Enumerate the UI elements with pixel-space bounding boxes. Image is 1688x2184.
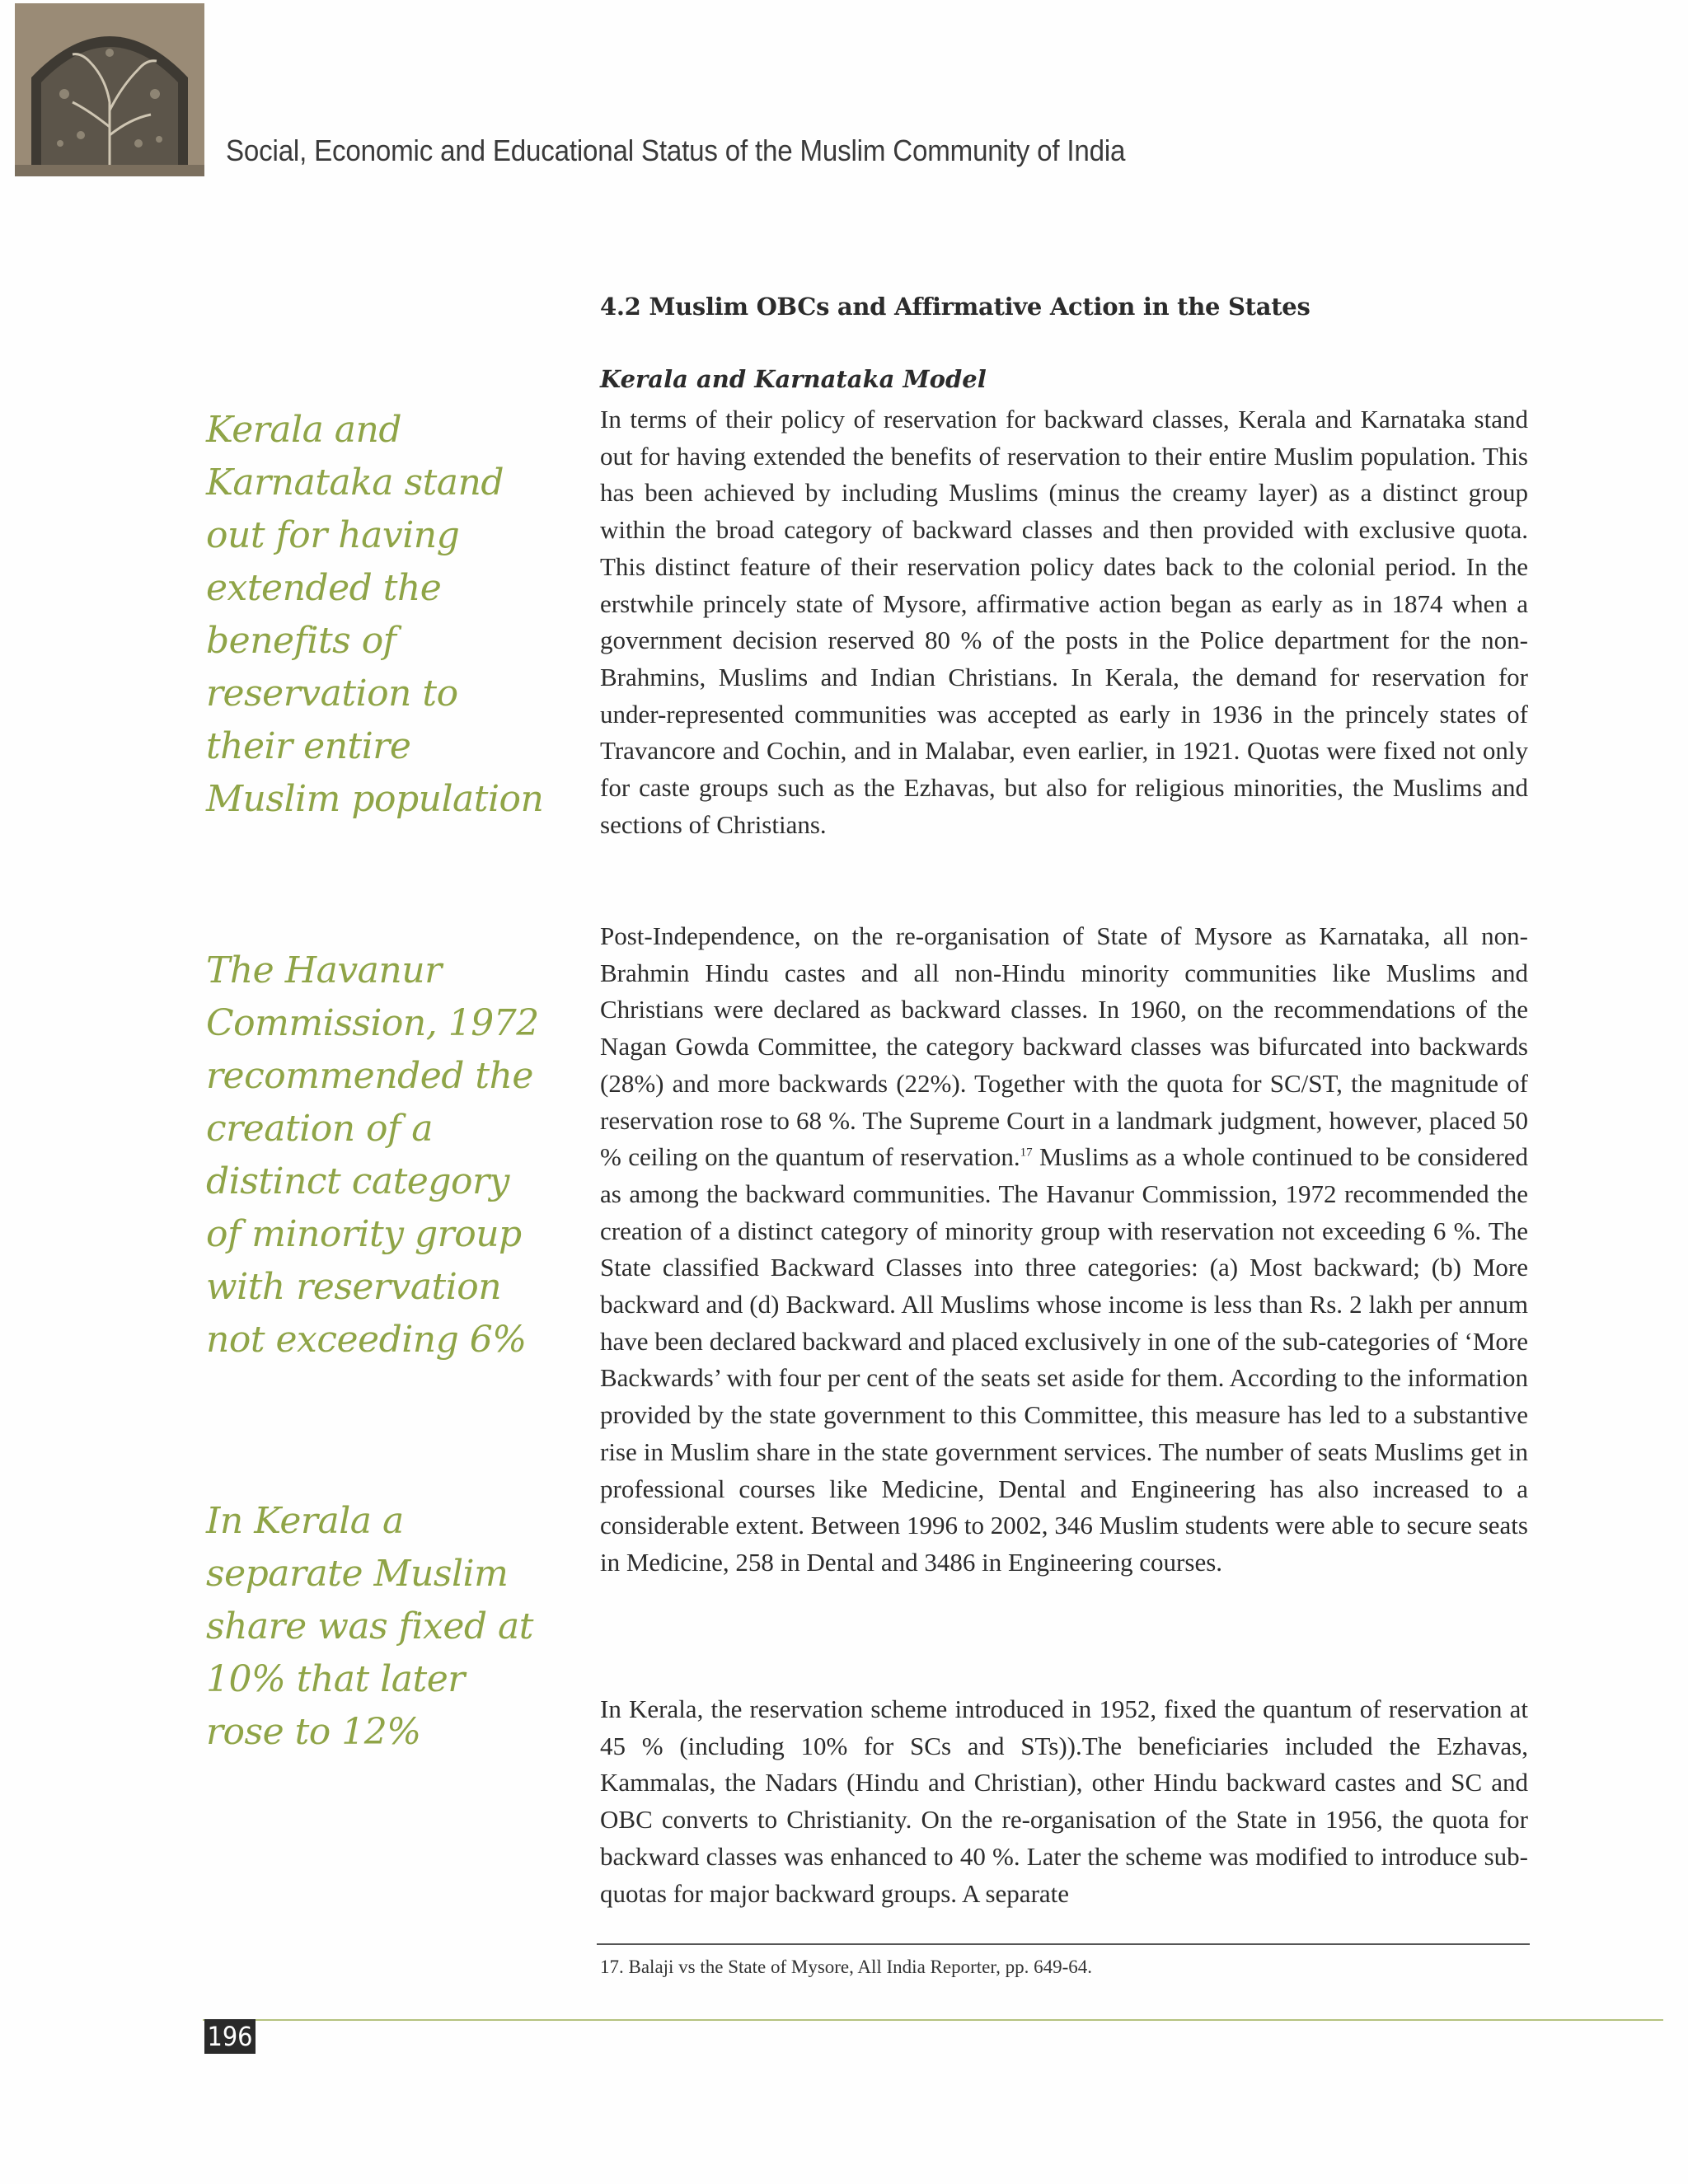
paragraph-post-independence-part1: Post-Independence, on the re-organisation of State of Mysore as Karnataka, all non-Brahmin Hindu castes and all non-Hindu minority communities like Muslims and Christians were declared as backward classes. In 1960, on the recommendations of the Nagan Gowda Committee, the category backward classes was bifurcated into backwards (28%) and more backwards (22%). Together with the quota for SC/ST, the magnitude of reservation rose to 68 %. The Supreme Court in a landmark judgment, however, placed 50 % ceiling on the quantum of reservation. (600, 921, 1528, 1172)
page-number: 196 (204, 2019, 256, 2054)
footnote-reference[interactable]: 17 (1020, 1146, 1033, 1160)
paragraph-post-independence (600, 918, 1528, 1582)
pullquote-havanur-commission: The Havanur Commission, 1972 recommended the creation of a distinct category of minority group with reservation not exceeding 6% (206, 949, 539, 1361)
section-heading: 4.2 Muslim OBCs and Affirmative Action in the States (600, 293, 1311, 321)
running-header-title: Social, Economic and Educational Status of the Muslim Community of India (226, 134, 1126, 167)
paragraph-post-independence-part2: Muslims as a whole continued to be considered as among the backward communities. The Havanur Commission, 1972 recommended the creation of a distinct category of minority group with reservation not exceeding 6 %. The State classified Backward Classes into three categories: (a) Most backward; (b) More backward and (d) Backward. All Muslims whose income is less than Rs. 2 lakh per annum have been declared backward and placed exclusively in one of the sub-categories of ‘More Backwards’ with four per cent of the seats set aside for them. According to the information provided by the state government to this Committee, this measure has led to a substantive rise in Muslim share in the state government services. The number of seats Muslims get in professional courses like Medicine, Dental and Engineering has also increased to a considerable extent. Between 1996 to 2002, 346 Muslim students were able to secure seats in Medicine, 258 in Dental and 3486 in Engineering courses. (600, 1142, 1528, 1577)
pullquote-kerala-karnataka: Kerala and Karnataka stand out for having extended the benefits of reservation to their entire Muslim population (206, 409, 544, 820)
footnote-17: 17. Balaji vs the State of Mysore, All India Reporter, pp. 649-64. (600, 1957, 1092, 1977)
header-logo-image (15, 3, 204, 176)
footer-divider (203, 2019, 1663, 2021)
paragraph-kerala-karnataka-model: In terms of their policy of reservation for backward classes, Kerala and Karnataka stand out for having extended the benefits of reservation to their entire Muslim population. This has been achieved by including Muslims (minus the creamy layer) as a distinct group within the broad category of backward classes and then provided with exclusive quota. This distinct feature of their reservation policy dates back to the colonial period. In the erstwhile princely state of Mysore, affirmative action began as early as in 1874 when a government decision reserved 80 % of the posts in the Police department for the non-Brahmins, Muslims and Indian Christians. In Kerala, the demand for reservation for under-represented communities was accepted as early in 1936 in the princely states of Travancore and Cochin, and in Malabar, even earlier, in 1921. Quotas were fixed not only for caste groups such as the Ezhavas, but also for religious minorities, the Muslims and sections of Christians. (600, 405, 1528, 839)
pullquote-kerala-share: In Kerala a separate Muslim share was fixed at 10% that later rose to 12% (206, 1500, 533, 1753)
footnote-divider (597, 1943, 1530, 1945)
paragraph-kerala-reservation: In Kerala, the reservation scheme introduced in 1952, fixed the quantum of reservation at 45 % (including 10% for SCs and STs)).The beneficiaries included the Ezhavas, Kammalas, the Nadars (Hindu and Christian), other Hindu backward castes and SC and OBC converts to Christianity. On the re-organisation of the State in 1956, the quota for backward classes was enhanced to 40 %. Later the scheme was modified to introduce sub-quotas for major backward groups. A separate (600, 1694, 1528, 1908)
subsection-heading: Kerala and Karnataka Model (600, 365, 987, 393)
